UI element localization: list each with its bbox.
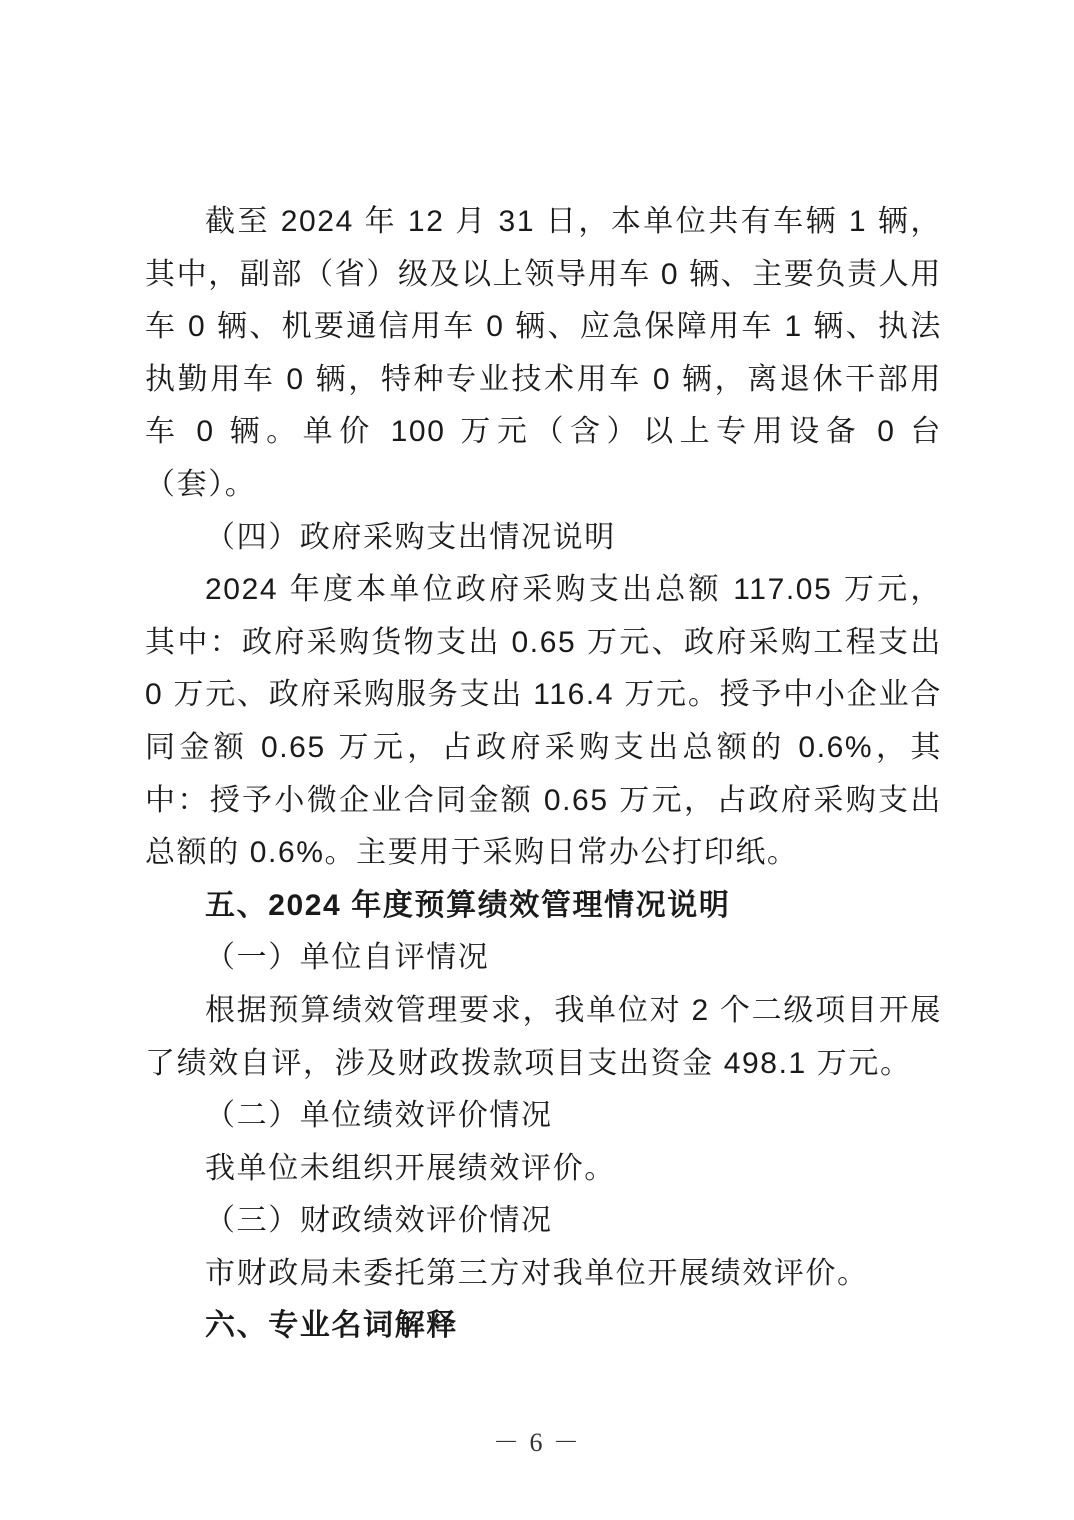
- paragraph-finance-evaluation: 市财政局未委托第三方对我单位开展绩效评价。: [205, 1256, 869, 1290]
- paragraph-vehicles: 截至 2024 年 12 月 31 日，本单位共有车辆 1 辆，其中，副部（省）级及以上领导用车 0 辆、主要负责人用车 0 辆、机要通信用车 0 辆、应急保障用车 1 辆、执法执勤用车 0 辆，特种专业技术用车 0 辆，离退休干部用车 0 辆。单价 100 万元（含）以上专用设备 0 台（套）。: [145, 205, 942, 501]
- paragraph-unit-evaluation: 我单位未组织开展绩效评价。: [205, 1151, 616, 1185]
- heading-self-evaluation: （一）单位自评情况: [205, 941, 490, 975]
- heading-section-5: 五、2024 年度预算绩效管理情况说明: [205, 888, 731, 922]
- paragraph-self-evaluation: 根据预算绩效管理要求，我单位对 2 个二级项目开展了绩效自评，涉及财政拨款项目支出资金 498.1 万元。: [145, 993, 942, 1080]
- heading-procurement: （四）政府采购支出情况说明: [205, 520, 616, 554]
- page-number: － 6 －: [492, 1428, 581, 1457]
- heading-finance-evaluation: （三）财政绩效评价情况: [205, 1204, 553, 1238]
- heading-unit-evaluation: （二）单位绩效评价情况: [205, 1099, 553, 1133]
- document-body: [145, 196, 942, 1353]
- paragraph-procurement: 2024 年度本单位政府采购支出总额 117.05 万元，其中：政府采购货物支出 0.65 万元、政府采购工程支出 0 万元、政府采购服务支出 116.4 万元。授予中小企业合同金额 0.65 万元，占政府采购支出总额的 0.6%，其中：授予小微企业合同金额 0.65 万元，占政府采购支出总额的 0.6%。主要用于采购日常办公打印纸。: [145, 573, 942, 870]
- heading-section-6: 六、专业名词解释: [205, 1309, 458, 1343]
